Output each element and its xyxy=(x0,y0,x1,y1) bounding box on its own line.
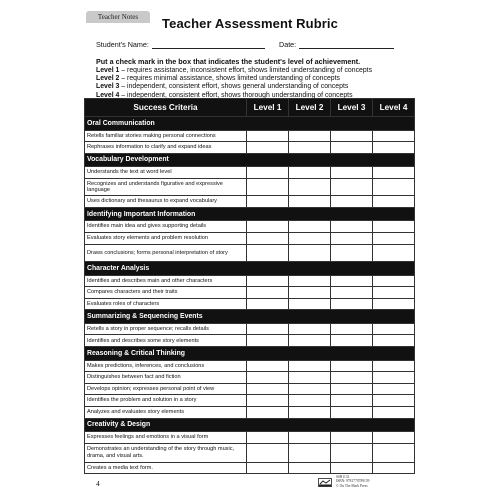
level-1-checkbox-cell[interactable] xyxy=(247,196,289,208)
level-1-checkbox-cell[interactable] xyxy=(247,298,289,310)
level-1-checkbox-cell[interactable] xyxy=(247,335,289,347)
level-2-checkbox-cell[interactable] xyxy=(289,323,331,335)
level-1-checkbox-cell[interactable] xyxy=(247,383,289,395)
criteria-row xyxy=(85,432,415,444)
section-header-row xyxy=(85,117,415,131)
section-header-row xyxy=(85,153,415,167)
level-4-checkbox-cell[interactable] xyxy=(373,395,415,407)
level-1-checkbox-cell[interactable] xyxy=(247,287,289,299)
criteria-row xyxy=(85,335,415,347)
level-4-checkbox-cell[interactable] xyxy=(373,360,415,372)
teacher-notes-tab: Teacher Notes xyxy=(86,11,150,23)
criteria-text: Expresses feelings and emotions in a visual form xyxy=(85,432,247,444)
level-1-checkbox-cell[interactable] xyxy=(247,130,289,142)
level-3-checkbox-cell[interactable] xyxy=(331,383,373,395)
date-label: Date: xyxy=(279,40,297,49)
level-3-checkbox-cell[interactable] xyxy=(331,406,373,418)
criteria-row xyxy=(85,406,415,418)
level-2-checkbox-cell[interactable] xyxy=(289,142,331,154)
level-3-checkbox-cell[interactable] xyxy=(331,221,373,233)
level-4-checkbox-cell[interactable] xyxy=(373,221,415,233)
level-3-checkbox-cell[interactable] xyxy=(331,395,373,407)
date-field xyxy=(279,40,394,49)
level-3-checkbox-cell[interactable] xyxy=(331,335,373,347)
level-2-checkbox-cell[interactable] xyxy=(289,372,331,384)
criteria-text: Compares characters and their traits xyxy=(85,287,247,299)
criteria-row xyxy=(85,232,415,244)
level-2-checkbox-cell[interactable] xyxy=(289,360,331,372)
level-3-checkbox-cell[interactable] xyxy=(331,298,373,310)
publisher-logo-icon xyxy=(318,478,332,487)
criteria-row xyxy=(85,275,415,287)
criteria-text: Identifies main idea and gives supporting details xyxy=(85,221,247,233)
level-2-checkbox-cell[interactable] xyxy=(289,232,331,244)
level-3-checkbox-cell[interactable] xyxy=(331,287,373,299)
level-definition: Level 2 – requires minimal assistance, shows limited understanding of concepts xyxy=(96,75,340,83)
level-1-checkbox-cell[interactable] xyxy=(247,360,289,372)
level-4-checkbox-cell[interactable] xyxy=(373,232,415,244)
section-title: Reasoning & Critical Thinking xyxy=(85,347,415,361)
level-definition: Level 4 – independent, consistent effort, shows thorough understanding of concepts xyxy=(96,91,353,99)
level-2-checkbox-cell[interactable] xyxy=(289,221,331,233)
level-1-checkbox-cell[interactable] xyxy=(247,275,289,287)
criteria-text: Recognizes and understands figurative and expressive language xyxy=(85,178,247,196)
level-1-checkbox-cell[interactable] xyxy=(247,443,289,462)
rubric-table xyxy=(84,98,415,474)
header-level-1: Level 1 xyxy=(247,99,289,117)
level-3-checkbox-cell[interactable] xyxy=(331,178,373,196)
section-title: Character Analysis xyxy=(85,262,415,276)
level-3-checkbox-cell[interactable] xyxy=(331,443,373,462)
level-1-checkbox-cell[interactable] xyxy=(247,372,289,384)
criteria-text: Evaluates story elements and problem resolution xyxy=(85,232,247,244)
criteria-text: Develops opinion; expresses personal point of view xyxy=(85,383,247,395)
header-level-3: Level 3 xyxy=(331,99,373,117)
level-4-checkbox-cell[interactable] xyxy=(373,462,415,474)
header-level-2: Level 2 xyxy=(289,99,331,117)
level-4-checkbox-cell[interactable] xyxy=(373,406,415,418)
level-3-checkbox-cell[interactable] xyxy=(331,167,373,179)
section-header-row xyxy=(85,262,415,276)
header-level-4: Level 4 xyxy=(373,99,415,117)
level-3-checkbox-cell[interactable] xyxy=(331,196,373,208)
criteria-row xyxy=(85,462,415,474)
level-4-checkbox-cell[interactable] xyxy=(373,383,415,395)
level-definitions xyxy=(96,67,372,100)
criteria-text: Demonstrates an understanding of the story through music, drama, and visual arts. xyxy=(85,443,247,462)
criteria-text: Retells a story in proper sequence; recalls details xyxy=(85,323,247,335)
publisher-info xyxy=(336,475,369,488)
level-1-checkbox-cell[interactable] xyxy=(247,244,289,262)
level-4-checkbox-cell[interactable] xyxy=(373,335,415,347)
level-3-checkbox-cell[interactable] xyxy=(331,360,373,372)
section-title: Summarizing & Sequencing Events xyxy=(85,310,415,324)
table-header-row xyxy=(85,99,415,117)
level-4-checkbox-cell[interactable] xyxy=(373,372,415,384)
level-definition: Level 3 – independent, consistent effort, shows general understanding of concepts xyxy=(96,83,349,91)
level-2-checkbox-cell[interactable] xyxy=(289,383,331,395)
publisher-name: © On The Mark Press xyxy=(336,483,368,488)
level-2-checkbox-cell[interactable] xyxy=(289,406,331,418)
section-title: Oral Communication xyxy=(85,117,415,131)
criteria-row xyxy=(85,287,415,299)
isbn: ISBN: 9781770789159 xyxy=(336,479,370,484)
level-4-checkbox-cell[interactable] xyxy=(373,142,415,154)
criteria-text: Distinguishes between fact and fiction xyxy=(85,372,247,384)
level-3-checkbox-cell[interactable] xyxy=(331,372,373,384)
criteria-text: Evaluates roles of characters xyxy=(85,298,247,310)
criteria-row xyxy=(85,360,415,372)
level-3-checkbox-cell[interactable] xyxy=(331,244,373,262)
level-3-checkbox-cell[interactable] xyxy=(331,130,373,142)
level-1-checkbox-cell[interactable] xyxy=(247,406,289,418)
level-4-checkbox-cell[interactable] xyxy=(373,323,415,335)
level-1-checkbox-cell[interactable] xyxy=(247,178,289,196)
level-definition: Level 1 – requires assistance, inconsistent effort, shows limited understanding of concepts xyxy=(96,67,373,74)
criteria-text: Uses dictionary and thesaurus to expand vocabulary xyxy=(85,196,247,208)
level-2-checkbox-cell[interactable] xyxy=(289,130,331,142)
page-title: Teacher Assessment Rubric xyxy=(162,16,338,31)
level-4-checkbox-cell[interactable] xyxy=(373,443,415,462)
level-4-checkbox-cell[interactable] xyxy=(373,196,415,208)
level-4-checkbox-cell[interactable] xyxy=(373,130,415,142)
level-3-checkbox-cell[interactable] xyxy=(331,275,373,287)
criteria-row xyxy=(85,298,415,310)
level-4-checkbox-cell[interactable] xyxy=(373,167,415,179)
criteria-text: Identifies the problem and solution in a story xyxy=(85,395,247,407)
section-title: Creativity & Design xyxy=(85,418,415,432)
section-header-row xyxy=(85,347,415,361)
level-2-checkbox-cell[interactable] xyxy=(289,298,331,310)
level-2-checkbox-cell[interactable] xyxy=(289,244,331,262)
criteria-row xyxy=(85,167,415,179)
level-1-checkbox-cell[interactable] xyxy=(247,167,289,179)
level-3-checkbox-cell[interactable] xyxy=(331,232,373,244)
level-2-checkbox-cell[interactable] xyxy=(289,287,331,299)
level-1-checkbox-cell[interactable] xyxy=(247,142,289,154)
level-4-checkbox-cell[interactable] xyxy=(373,244,415,262)
level-4-checkbox-cell[interactable] xyxy=(373,287,415,299)
criteria-row xyxy=(85,178,415,196)
level-2-checkbox-cell[interactable] xyxy=(289,275,331,287)
criteria-row xyxy=(85,130,415,142)
level-4-checkbox-cell[interactable] xyxy=(373,178,415,196)
level-3-checkbox-cell[interactable] xyxy=(331,142,373,154)
criteria-text: Analyzes and evaluates story elements xyxy=(85,406,247,418)
level-2-checkbox-cell[interactable] xyxy=(289,196,331,208)
criteria-row xyxy=(85,383,415,395)
criteria-row xyxy=(85,323,415,335)
level-2-checkbox-cell[interactable] xyxy=(289,443,331,462)
level-1-checkbox-cell[interactable] xyxy=(247,432,289,444)
header-success-criteria: Success Criteria xyxy=(85,99,247,117)
product-code: SSR1131 xyxy=(336,475,350,479)
student-name-line xyxy=(152,41,265,49)
level-1-checkbox-cell[interactable] xyxy=(247,395,289,407)
student-name-field xyxy=(96,40,265,49)
page-number: 4 xyxy=(96,479,100,488)
level-3-checkbox-cell[interactable] xyxy=(331,323,373,335)
level-2-checkbox-cell[interactable] xyxy=(289,395,331,407)
section-title: Vocabulary Development xyxy=(85,153,415,167)
level-2-checkbox-cell[interactable] xyxy=(289,167,331,179)
level-3-checkbox-cell[interactable] xyxy=(331,432,373,444)
level-4-checkbox-cell[interactable] xyxy=(373,275,415,287)
date-line xyxy=(299,41,394,49)
criteria-text: Rephrases information to clarify and expand ideas xyxy=(85,142,247,154)
criteria-text: Identifies and describes main and other characters xyxy=(85,275,247,287)
level-1-checkbox-cell[interactable] xyxy=(247,323,289,335)
level-4-checkbox-cell[interactable] xyxy=(373,298,415,310)
criteria-row xyxy=(85,443,415,462)
criteria-text: Makes predictions, inferences, and conclusions xyxy=(85,360,247,372)
level-1-checkbox-cell[interactable] xyxy=(247,232,289,244)
level-2-checkbox-cell[interactable] xyxy=(289,335,331,347)
criteria-text: Understands the text at word level xyxy=(85,167,247,179)
criteria-row xyxy=(85,395,415,407)
section-header-row xyxy=(85,418,415,432)
criteria-row xyxy=(85,142,415,154)
criteria-row xyxy=(85,244,415,262)
level-2-checkbox-cell[interactable] xyxy=(289,462,331,474)
level-2-checkbox-cell[interactable] xyxy=(289,432,331,444)
level-1-checkbox-cell[interactable] xyxy=(247,462,289,474)
criteria-text: Creates a media text form. xyxy=(85,462,247,474)
section-header-row xyxy=(85,207,415,221)
criteria-row xyxy=(85,372,415,384)
criteria-row xyxy=(85,196,415,208)
level-2-checkbox-cell[interactable] xyxy=(289,178,331,196)
level-3-checkbox-cell[interactable] xyxy=(331,462,373,474)
criteria-row xyxy=(85,221,415,233)
student-name-label: Student's Name: xyxy=(96,40,149,49)
instructions: Put a check mark in the box that indicates the student's level of achievement. xyxy=(96,57,361,66)
criteria-text: Retells familiar stories making personal connections xyxy=(85,130,247,142)
section-title: Identifying Important Information xyxy=(85,207,415,221)
criteria-text: Draws conclusions; forms personal interpretation of story xyxy=(85,244,247,262)
level-4-checkbox-cell[interactable] xyxy=(373,432,415,444)
level-1-checkbox-cell[interactable] xyxy=(247,221,289,233)
section-header-row xyxy=(85,310,415,324)
criteria-text: Identifies and describes some story elements xyxy=(85,335,247,347)
